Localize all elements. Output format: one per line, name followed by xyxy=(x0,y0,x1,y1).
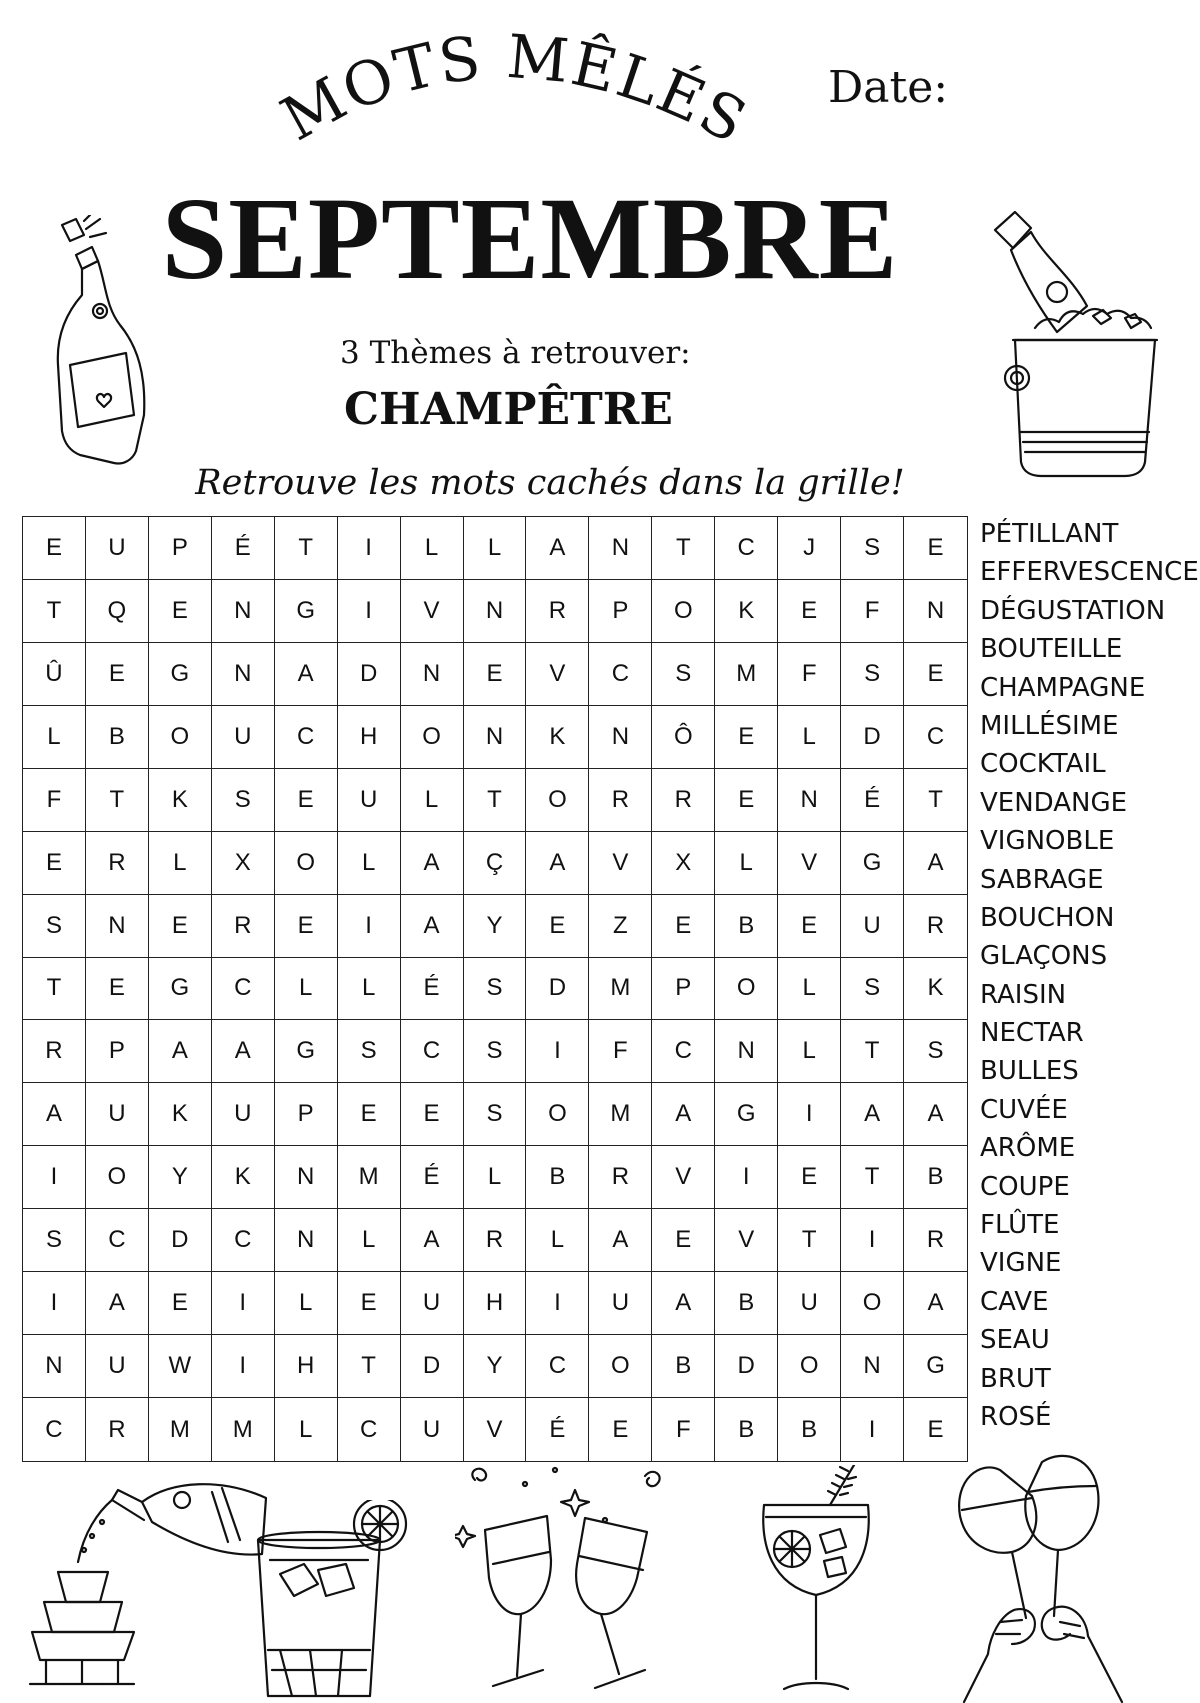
grid-cell: R xyxy=(904,895,967,958)
grid-cell: O xyxy=(401,706,464,769)
grid-cell: C xyxy=(275,706,338,769)
grid-cell: A xyxy=(401,895,464,958)
grid-cell: V xyxy=(464,1398,527,1461)
grid-cell: E xyxy=(715,706,778,769)
grid-cell: O xyxy=(526,769,589,832)
grid-cell: I xyxy=(338,895,401,958)
grid-cell: S xyxy=(464,1083,527,1146)
grid-cell: B xyxy=(778,1398,841,1461)
grid-cell: L xyxy=(338,832,401,895)
grid-cell: N xyxy=(23,1335,86,1398)
grid-cell: M xyxy=(149,1398,212,1461)
grid-cell: E xyxy=(778,895,841,958)
grid-cell: T xyxy=(464,769,527,832)
grid-cell: U xyxy=(86,1083,149,1146)
grid-cell: C xyxy=(23,1398,86,1461)
grid-cell: C xyxy=(904,706,967,769)
grid-cell: R xyxy=(589,769,652,832)
word-list-item: BULLES xyxy=(980,1056,1079,1087)
grid-cell: U xyxy=(212,1083,275,1146)
word-list-item: SABRAGE xyxy=(980,864,1104,895)
grid-cell: A xyxy=(86,1272,149,1335)
grid-cell: T xyxy=(652,517,715,580)
grid-cell: L xyxy=(401,517,464,580)
word-search-grid xyxy=(22,516,968,1462)
grid-cell: E xyxy=(778,1146,841,1209)
grid-cell: L xyxy=(715,832,778,895)
grid-cell: E xyxy=(778,580,841,643)
grid-cell: E xyxy=(275,769,338,832)
grid-cell: E xyxy=(715,769,778,832)
grid-cell: T xyxy=(23,580,86,643)
grid-cell: M xyxy=(338,1146,401,1209)
grid-cell: E xyxy=(464,643,527,706)
grid-cell: L xyxy=(338,958,401,1021)
instructions: Retrouve les mots cachés dans la grille! xyxy=(195,463,905,503)
grid-cell: T xyxy=(86,769,149,832)
word-list-item: BRUT xyxy=(980,1363,1051,1394)
grid-cell: E xyxy=(275,895,338,958)
grid-cell: E xyxy=(904,643,967,706)
grid-cell: T xyxy=(275,517,338,580)
grid-cell: X xyxy=(212,832,275,895)
grid-cell: S xyxy=(23,895,86,958)
grid-cell: T xyxy=(338,1335,401,1398)
grid-cell: É xyxy=(841,769,904,832)
grid-cell: G xyxy=(275,1020,338,1083)
grid-cell: A xyxy=(23,1083,86,1146)
grid-cell: E xyxy=(401,1083,464,1146)
grid-cell: G xyxy=(149,643,212,706)
grid-cell: L xyxy=(149,832,212,895)
grid-cell: H xyxy=(338,706,401,769)
grid-cell: N xyxy=(904,580,967,643)
grid-cell: U xyxy=(212,706,275,769)
grid-cell: I xyxy=(715,1146,778,1209)
word-list-item: MILLÉSIME xyxy=(980,710,1119,741)
themes-label: 3 Thèmes à retrouver: xyxy=(340,335,691,371)
word-list-item: GLAÇONS xyxy=(980,941,1108,972)
grid-cell: B xyxy=(715,1398,778,1461)
grid-cell: K xyxy=(149,1083,212,1146)
grid-cell: N xyxy=(464,580,527,643)
grid-cell: T xyxy=(23,958,86,1021)
grid-cell: J xyxy=(778,517,841,580)
grid-cell: U xyxy=(86,1335,149,1398)
grid-cell: B xyxy=(715,895,778,958)
grid-cell: C xyxy=(715,517,778,580)
arc-title-text: MOTS MÊLÉS xyxy=(270,21,759,159)
grid-cell: N xyxy=(401,643,464,706)
grid-cell: E xyxy=(149,895,212,958)
grid-cell: B xyxy=(526,1146,589,1209)
grid-cell: G xyxy=(904,1335,967,1398)
grid-cell: A xyxy=(401,832,464,895)
grid-cell: C xyxy=(589,643,652,706)
grid-cell: I xyxy=(212,1272,275,1335)
word-list-item: VIGNOBLE xyxy=(980,826,1115,857)
grid-cell: R xyxy=(86,1398,149,1461)
word-list-item: EFFERVESCENCE xyxy=(980,557,1199,588)
grid-cell: C xyxy=(338,1398,401,1461)
pouring-tower-icon xyxy=(22,1462,272,1697)
grid-cell: F xyxy=(652,1398,715,1461)
grid-cell: É xyxy=(526,1398,589,1461)
grid-cell: L xyxy=(526,1209,589,1272)
grid-cell: C xyxy=(86,1209,149,1272)
grid-cell: I xyxy=(778,1083,841,1146)
grid-cell: L xyxy=(778,958,841,1021)
grid-cell: É xyxy=(212,517,275,580)
grid-cell: G xyxy=(149,958,212,1021)
grid-cell: R xyxy=(86,832,149,895)
word-list-item: CAVE xyxy=(980,1286,1049,1317)
grid-cell: R xyxy=(464,1209,527,1272)
grid-cell: C xyxy=(526,1335,589,1398)
grid-cell: N xyxy=(275,1209,338,1272)
grid-cell: N xyxy=(212,643,275,706)
grid-cell: Ç xyxy=(464,832,527,895)
grid-cell: I xyxy=(23,1146,86,1209)
grid-cell: M xyxy=(715,643,778,706)
grid-cell: R xyxy=(212,895,275,958)
grid-cell: O xyxy=(778,1335,841,1398)
grid-cell: É xyxy=(401,958,464,1021)
grid-cell: S xyxy=(841,517,904,580)
grid-cell: L xyxy=(464,517,527,580)
grid-cell: S xyxy=(904,1020,967,1083)
word-list-item: COUPE xyxy=(980,1171,1070,1202)
grid-cell: F xyxy=(778,643,841,706)
grid-cell: M xyxy=(212,1398,275,1461)
grid-cell: S xyxy=(464,1020,527,1083)
word-list-item: NECTAR xyxy=(980,1018,1084,1049)
grid-cell: G xyxy=(841,832,904,895)
grid-cell: I xyxy=(338,517,401,580)
grid-cell: C xyxy=(652,1020,715,1083)
grid-cell: L xyxy=(778,706,841,769)
grid-cell: A xyxy=(652,1272,715,1335)
grid-cell: C xyxy=(212,1209,275,1272)
grid-cell: N xyxy=(715,1020,778,1083)
grid-cell: O xyxy=(275,832,338,895)
grid-cell: L xyxy=(338,1209,401,1272)
grid-cell: D xyxy=(526,958,589,1021)
word-list-item: RAISIN xyxy=(980,979,1067,1010)
grid-cell: G xyxy=(275,580,338,643)
grid-cell: E xyxy=(149,580,212,643)
grid-cell: E xyxy=(86,643,149,706)
grid-cell: Y xyxy=(149,1146,212,1209)
grid-cell: H xyxy=(275,1335,338,1398)
grid-cell: T xyxy=(904,769,967,832)
grid-cell: D xyxy=(715,1335,778,1398)
grid-cell: E xyxy=(652,1209,715,1272)
grid-cell: L xyxy=(275,1398,338,1461)
grid-cell: A xyxy=(212,1020,275,1083)
grid-cell: N xyxy=(589,706,652,769)
grid-cell: S xyxy=(841,643,904,706)
grid-cell: S xyxy=(652,643,715,706)
grid-cell: N xyxy=(275,1146,338,1209)
grid-cell: A xyxy=(526,832,589,895)
grid-cell: P xyxy=(589,580,652,643)
word-list-item: ARÔME xyxy=(980,1133,1076,1164)
grid-cell: F xyxy=(841,580,904,643)
cocktail-glass-icon xyxy=(250,1500,420,1700)
grid-cell: N xyxy=(841,1335,904,1398)
grid-cell: L xyxy=(464,1146,527,1209)
grid-cell: I xyxy=(212,1335,275,1398)
grid-cell: Ô xyxy=(652,706,715,769)
grid-cell: V xyxy=(715,1209,778,1272)
grid-cell: I xyxy=(23,1272,86,1335)
grid-cell: P xyxy=(652,958,715,1021)
month-title: SEPTEMBRE xyxy=(161,173,899,304)
grid-cell: D xyxy=(338,643,401,706)
grid-cell: F xyxy=(23,769,86,832)
word-list-item: BOUCHON xyxy=(980,902,1115,933)
grid-cell: U xyxy=(401,1272,464,1335)
grid-cell: U xyxy=(778,1272,841,1335)
grid-cell: V xyxy=(778,832,841,895)
grid-cell: N xyxy=(589,517,652,580)
word-list-item: DÉGUSTATION xyxy=(980,595,1166,626)
word-list-item: COCKTAIL xyxy=(980,749,1106,780)
grid-cell: V xyxy=(401,580,464,643)
grid-cell: B xyxy=(86,706,149,769)
word-list-item: FLÛTE xyxy=(980,1210,1060,1241)
grid-cell: E xyxy=(927,1415,944,1443)
grid-cell: F xyxy=(589,1020,652,1083)
toasting-flutes-icon xyxy=(455,1460,695,1700)
grid-cell: A xyxy=(841,1083,904,1146)
grid-cell: B xyxy=(652,1335,715,1398)
grid-cell: K xyxy=(149,769,212,832)
word-list-item: CHAMPAGNE xyxy=(980,672,1146,703)
gin-glass-icon xyxy=(760,1465,880,1700)
grid-cell: L xyxy=(275,958,338,1021)
grid-cell: E xyxy=(338,1083,401,1146)
grid-cell: E xyxy=(904,517,967,580)
grid-cell: R xyxy=(904,1209,967,1272)
grid-cell: V xyxy=(589,832,652,895)
grid-cell: K xyxy=(715,580,778,643)
grid-cell: B xyxy=(904,1146,967,1209)
grid-cell: Y xyxy=(464,1335,527,1398)
grid-cell: M xyxy=(589,1083,652,1146)
grid-cell: T xyxy=(778,1209,841,1272)
grid-cell: I xyxy=(338,580,401,643)
grid-cell: S xyxy=(464,958,527,1021)
grid-cell: N xyxy=(212,580,275,643)
grid-cell: U xyxy=(401,1398,464,1461)
grid-cell: O xyxy=(526,1083,589,1146)
grid-cell: E xyxy=(23,517,86,580)
grid-cell: I xyxy=(841,1209,904,1272)
grid-cell: A xyxy=(904,1272,967,1335)
grid-cell: Q xyxy=(86,580,149,643)
grid-cell: H xyxy=(464,1272,527,1335)
grid-cell: R xyxy=(589,1146,652,1209)
grid-cell: I xyxy=(841,1398,904,1461)
grid-cell: O xyxy=(589,1335,652,1398)
grid-cell: U xyxy=(841,895,904,958)
grid-cell: É xyxy=(401,1146,464,1209)
grid-cell: N xyxy=(778,769,841,832)
grid-cell: E xyxy=(652,895,715,958)
word-list-item: PÉTILLANT xyxy=(980,519,1119,549)
word-list-item: VENDANGE xyxy=(980,787,1128,818)
grid-cell: O xyxy=(652,580,715,643)
champagne-bottle-icon xyxy=(40,215,160,475)
grid-cell: V xyxy=(652,1146,715,1209)
grid-cell: U xyxy=(589,1272,652,1335)
grid-cell: M xyxy=(589,958,652,1021)
grid-cell: T xyxy=(841,1020,904,1083)
grid-cell: E xyxy=(86,958,149,1021)
grid-cell: D xyxy=(841,706,904,769)
grid-cell: I xyxy=(526,1020,589,1083)
word-list-item: SEAU xyxy=(980,1325,1050,1356)
grid-cell: U xyxy=(86,517,149,580)
grid-cell: T xyxy=(841,1146,904,1209)
word-list-item: BOUTEILLE xyxy=(980,634,1123,665)
grid-cell: G xyxy=(715,1083,778,1146)
grid-cell: S xyxy=(23,1209,86,1272)
word-list-item: ROSÉ xyxy=(980,1401,1052,1432)
grid-cell: A xyxy=(526,517,589,580)
grid-cell: E xyxy=(23,832,86,895)
grid-cell: A xyxy=(275,643,338,706)
grid-cell: N xyxy=(464,706,527,769)
ice-bucket-icon xyxy=(975,210,1175,495)
grid-cell: N xyxy=(86,895,149,958)
grid-cell: K xyxy=(212,1146,275,1209)
grid-cell: L xyxy=(778,1020,841,1083)
grid-cell: S xyxy=(841,958,904,1021)
word-list xyxy=(980,515,1199,1436)
grid-cell: A xyxy=(589,1209,652,1272)
grid-cell: L xyxy=(275,1272,338,1335)
grid-cell: A xyxy=(149,1020,212,1083)
grid-cell: A xyxy=(904,832,967,895)
grid-cell: C xyxy=(401,1020,464,1083)
grid-cell: E xyxy=(589,1398,652,1461)
grid-cell: C xyxy=(212,958,275,1021)
grid-cell: O xyxy=(715,958,778,1021)
grid-cell: R xyxy=(526,580,589,643)
grid-cell: E xyxy=(338,1272,401,1335)
grid-cell: U xyxy=(338,769,401,832)
grid-cell: K xyxy=(526,706,589,769)
grid-cell: L xyxy=(23,706,86,769)
grid-cell: O xyxy=(149,706,212,769)
grid-cell: D xyxy=(401,1335,464,1398)
grid-cell: E xyxy=(149,1272,212,1335)
grid-cell: Û xyxy=(23,643,86,706)
grid-cell: O xyxy=(841,1272,904,1335)
grid-cell: X xyxy=(652,832,715,895)
grid-cell: S xyxy=(212,769,275,832)
grid-cell: W xyxy=(149,1335,212,1398)
grid-cell: V xyxy=(526,643,589,706)
theme-name: CHAMPÊTRE xyxy=(344,384,673,435)
grid-cell: S xyxy=(338,1020,401,1083)
grid-cell: L xyxy=(401,769,464,832)
grid-cell: P xyxy=(275,1083,338,1146)
grid-cell: A xyxy=(652,1083,715,1146)
grid-cell: P xyxy=(149,517,212,580)
grid-cell: A xyxy=(401,1209,464,1272)
cheers-hands-icon xyxy=(930,1440,1200,1703)
grid-cell: K xyxy=(904,958,967,1021)
grid-cell: B xyxy=(715,1272,778,1335)
word-list-item: VIGNE xyxy=(980,1248,1062,1279)
grid-cell: Z xyxy=(589,895,652,958)
grid-cell: A xyxy=(904,1083,967,1146)
grid-cell: P xyxy=(86,1020,149,1083)
grid-cell: O xyxy=(86,1146,149,1209)
grid-cell: I xyxy=(526,1272,589,1335)
grid-cell: Y xyxy=(464,895,527,958)
grid-cell: R xyxy=(652,769,715,832)
grid-cell: R xyxy=(23,1020,86,1083)
grid-cell: E xyxy=(526,895,589,958)
word-list-item: CUVÉE xyxy=(980,1094,1068,1125)
svg-text:MOTS MÊLÉS xyxy=(270,22,758,158)
date-label: Date: xyxy=(828,62,949,113)
grid-cell: D xyxy=(149,1209,212,1272)
